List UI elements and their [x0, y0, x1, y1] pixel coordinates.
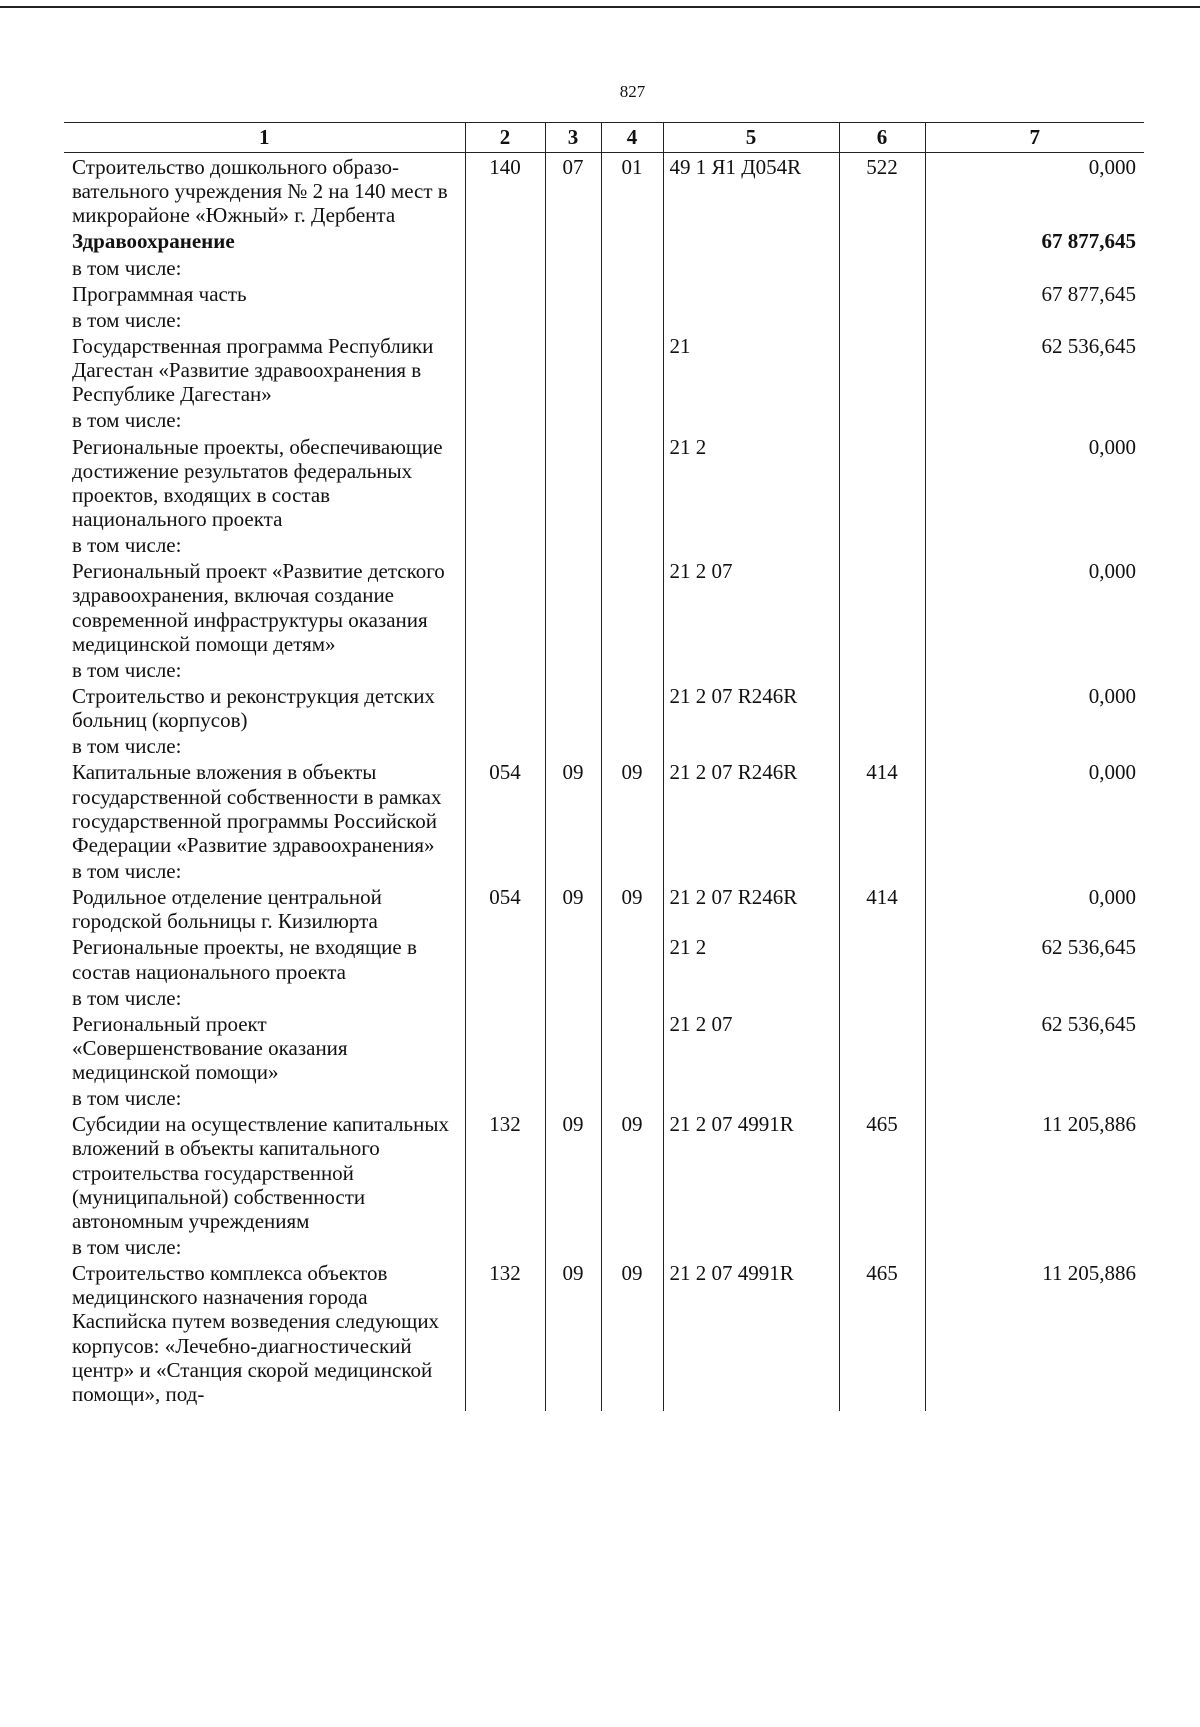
row-code-col2-cell — [465, 682, 545, 732]
table-row — [64, 656, 1144, 682]
row-code-col6-cell — [839, 933, 925, 983]
top-border-line — [0, 6, 1200, 8]
row-name-cell: Государственная программа Республики Дагестан «Развитие здравоохранения в Республике Дагестан» — [64, 332, 465, 406]
table-row — [64, 1110, 1144, 1233]
row-name-cell: Региональные проекты, не входящие в состав национального проекта — [64, 933, 465, 983]
row-code-col6-cell: 414 — [839, 883, 925, 933]
row-code-col5-cell: 21 2 — [663, 433, 839, 532]
table-row — [64, 883, 1144, 933]
row-code-col4-cell — [601, 332, 663, 406]
row-code-col4-cell — [601, 280, 663, 306]
table-row — [64, 332, 1144, 406]
row-code-col6-cell — [839, 984, 925, 1010]
row-code-col5-cell: 49 1 Я1 Д054R — [663, 153, 839, 228]
row-code-col6-cell — [839, 682, 925, 732]
row-amount-cell: 67 877,645 — [925, 227, 1144, 253]
table-row — [64, 1259, 1144, 1411]
row-code-col2-cell — [465, 433, 545, 532]
row-amount-cell — [925, 857, 1144, 883]
row-amount-cell: 67 877,645 — [925, 280, 1144, 306]
page-number: 827 — [619, 82, 646, 101]
table-row — [64, 531, 1144, 557]
row-code-col4-cell: 09 — [601, 883, 663, 933]
row-name-cell: в том числе: — [64, 1233, 465, 1259]
table-row — [64, 682, 1144, 732]
row-code-col6-cell: 465 — [839, 1259, 925, 1411]
row-code-col2-cell — [465, 732, 545, 758]
row-code-col5-cell: 21 2 07 R246R — [663, 758, 839, 857]
row-code-col6-cell — [839, 1084, 925, 1110]
row-code-col3-cell — [545, 682, 601, 732]
row-amount-cell: 0,000 — [925, 433, 1144, 532]
table-row — [64, 227, 1144, 253]
table-row — [64, 254, 1144, 280]
row-name-cell: Здравоохранение — [64, 227, 465, 253]
row-code-col3-cell — [545, 280, 601, 306]
row-code-col3-cell — [545, 933, 601, 983]
row-amount-cell: 62 536,645 — [925, 332, 1144, 406]
row-code-col3-cell — [545, 857, 601, 883]
row-amount-cell — [925, 406, 1144, 432]
row-name-cell: в том числе: — [64, 254, 465, 280]
row-code-col4-cell: 09 — [601, 758, 663, 857]
row-code-col5-cell: 21 — [663, 332, 839, 406]
row-code-col5-cell: 21 2 07 R246R — [663, 883, 839, 933]
row-code-col4-cell — [601, 656, 663, 682]
row-code-col5-cell — [663, 732, 839, 758]
row-amount-cell — [925, 1233, 1144, 1259]
row-code-col2-cell — [465, 254, 545, 280]
row-code-col2-cell — [465, 557, 545, 656]
row-code-col2-cell — [465, 531, 545, 557]
row-code-col6-cell — [839, 406, 925, 432]
row-code-col3-cell: 07 — [545, 153, 601, 228]
row-name-cell: Строительство и реконструкция детских больниц (корпусов) — [64, 682, 465, 732]
row-name-cell: Региональные проекты, обеспечивающие достижение результатов федеральных проектов, входящих в состав национального проекта — [64, 433, 465, 532]
row-code-col2-cell: 140 — [465, 153, 545, 228]
row-code-col2-cell — [465, 227, 545, 253]
row-code-col5-cell — [663, 1084, 839, 1110]
row-code-col4-cell: 09 — [601, 1259, 663, 1411]
row-code-col4-cell — [601, 433, 663, 532]
row-amount-cell: 0,000 — [925, 153, 1144, 228]
row-code-col6-cell — [839, 557, 925, 656]
table-row — [64, 1084, 1144, 1110]
row-code-col2-cell: 132 — [465, 1110, 545, 1233]
row-code-col6-cell — [839, 656, 925, 682]
row-code-col4-cell — [601, 306, 663, 332]
row-code-col4-cell — [601, 933, 663, 983]
row-code-col5-cell — [663, 227, 839, 253]
row-code-col2-cell — [465, 406, 545, 432]
row-code-col2-cell: 054 — [465, 883, 545, 933]
row-code-col6-cell — [839, 433, 925, 532]
row-amount-cell: 62 536,645 — [925, 1010, 1144, 1084]
row-code-col4-cell — [601, 227, 663, 253]
row-code-col5-cell: 21 2 — [663, 933, 839, 983]
row-code-col6-cell — [839, 857, 925, 883]
row-code-col3-cell — [545, 332, 601, 406]
row-code-col5-cell — [663, 1233, 839, 1259]
table-row — [64, 557, 1144, 656]
row-code-col5-cell — [663, 656, 839, 682]
column-header-7: 7 — [925, 123, 1144, 153]
row-code-col4-cell — [601, 732, 663, 758]
row-code-col3-cell — [545, 306, 601, 332]
row-name-cell: Родильное отделение центральной городской больницы г. Кизилюрта — [64, 883, 465, 933]
table-row — [64, 153, 1144, 228]
row-code-col6-cell — [839, 227, 925, 253]
row-code-col4-cell — [601, 1010, 663, 1084]
column-header-3: 3 — [545, 123, 601, 153]
column-header-5: 5 — [663, 123, 839, 153]
row-code-col3-cell — [545, 984, 601, 1010]
row-amount-cell — [925, 984, 1144, 1010]
row-code-col4-cell — [601, 254, 663, 280]
row-code-col6-cell — [839, 280, 925, 306]
table-row — [64, 1233, 1144, 1259]
row-amount-cell — [925, 254, 1144, 280]
row-code-col3-cell: 09 — [545, 1259, 601, 1411]
row-code-col6-cell: 465 — [839, 1110, 925, 1233]
row-name-cell: Субсидии на осуществление капитальных вложений в объекты капитального строительства государственной (муниципальной) собственности автономным учреждениям — [64, 1110, 465, 1233]
row-code-col5-cell — [663, 984, 839, 1010]
table-row — [64, 406, 1144, 432]
row-code-col6-cell — [839, 1010, 925, 1084]
row-code-col2-cell — [465, 656, 545, 682]
row-code-col6-cell — [839, 306, 925, 332]
row-code-col3-cell — [545, 557, 601, 656]
row-name-cell: в том числе: — [64, 306, 465, 332]
row-code-col2-cell — [465, 933, 545, 983]
row-code-col3-cell — [545, 531, 601, 557]
row-code-col5-cell: 21 2 07 4991R — [663, 1259, 839, 1411]
row-code-col2-cell — [465, 280, 545, 306]
row-code-col3-cell — [545, 433, 601, 532]
row-code-col5-cell — [663, 857, 839, 883]
row-amount-cell — [925, 1084, 1144, 1110]
row-code-col5-cell — [663, 254, 839, 280]
column-header-1: 1 — [64, 123, 465, 153]
row-name-cell: Программная часть — [64, 280, 465, 306]
row-code-col2-cell — [465, 1010, 545, 1084]
row-name-cell: Региональный проект «Совершенствование оказания медицинской помощи» — [64, 1010, 465, 1084]
row-code-col4-cell — [601, 406, 663, 432]
row-code-col3-cell — [545, 1233, 601, 1259]
table-row — [64, 280, 1144, 306]
table-row — [64, 433, 1144, 532]
row-code-col2-cell: 132 — [465, 1259, 545, 1411]
row-amount-cell — [925, 306, 1144, 332]
table-header-row — [64, 123, 1144, 153]
row-code-col3-cell: 09 — [545, 758, 601, 857]
row-code-col3-cell — [545, 406, 601, 432]
table-body — [64, 153, 1144, 1412]
row-name-cell: в том числе: — [64, 531, 465, 557]
row-code-col3-cell — [545, 1010, 601, 1084]
row-code-col5-cell — [663, 280, 839, 306]
row-amount-cell: 0,000 — [925, 883, 1144, 933]
row-code-col3-cell — [545, 656, 601, 682]
row-amount-cell: 62 536,645 — [925, 933, 1144, 983]
column-header-4: 4 — [601, 123, 663, 153]
row-code-col3-cell — [545, 1084, 601, 1110]
table-row — [64, 732, 1144, 758]
row-code-col4-cell — [601, 557, 663, 656]
row-amount-cell: 0,000 — [925, 758, 1144, 857]
row-amount-cell — [925, 531, 1144, 557]
table-row — [64, 984, 1144, 1010]
table-row — [64, 1010, 1144, 1084]
row-code-col6-cell — [839, 254, 925, 280]
row-code-col2-cell — [465, 1233, 545, 1259]
table-row — [64, 857, 1144, 883]
row-amount-cell: 0,000 — [925, 682, 1144, 732]
row-code-col2-cell — [465, 332, 545, 406]
row-code-col3-cell — [545, 227, 601, 253]
row-code-col3-cell: 09 — [545, 883, 601, 933]
row-code-col4-cell — [601, 531, 663, 557]
column-header-6: 6 — [839, 123, 925, 153]
row-code-col4-cell — [601, 1233, 663, 1259]
row-amount-cell: 11 205,886 — [925, 1110, 1144, 1233]
row-code-col6-cell — [839, 1233, 925, 1259]
table-row — [64, 758, 1144, 857]
column-header-2: 2 — [465, 123, 545, 153]
row-code-col6-cell — [839, 732, 925, 758]
row-code-col2-cell — [465, 984, 545, 1010]
budget-table — [64, 122, 1144, 1411]
row-code-col6-cell: 522 — [839, 153, 925, 228]
row-code-col4-cell — [601, 984, 663, 1010]
row-code-col5-cell — [663, 306, 839, 332]
row-code-col6-cell: 414 — [839, 758, 925, 857]
row-name-cell: Региональный проект «Развитие детского здравоохранения, включая создание современной инфраструктуры оказания медицинской помощи детям» — [64, 557, 465, 656]
row-code-col6-cell — [839, 531, 925, 557]
table-row — [64, 306, 1144, 332]
row-code-col5-cell — [663, 406, 839, 432]
row-code-col4-cell — [601, 857, 663, 883]
row-code-col5-cell — [663, 531, 839, 557]
row-code-col2-cell — [465, 1084, 545, 1110]
row-code-col6-cell — [839, 332, 925, 406]
row-code-col3-cell — [545, 732, 601, 758]
row-name-cell: Строительство дошкольного образо-вательного учреждения № 2 на 140 мест в микрорайоне «Южный» г. Дербента — [64, 153, 465, 228]
budget-table-container — [64, 122, 1144, 1622]
row-code-col5-cell: 21 2 07 R246R — [663, 682, 839, 732]
row-amount-cell: 0,000 — [925, 557, 1144, 656]
row-code-col5-cell: 21 2 07 — [663, 557, 839, 656]
row-name-cell: Строительство комплекса объектов медицинского назначения города Каспийска путем возведения следующих корпусов: «Лечебно-диагностический центр» и «Станция скорой медицинской помощи», под- — [64, 1259, 465, 1411]
row-code-col3-cell: 09 — [545, 1110, 601, 1233]
row-name-cell: в том числе: — [64, 857, 465, 883]
row-code-col4-cell: 09 — [601, 1110, 663, 1233]
row-amount-cell — [925, 732, 1144, 758]
row-code-col3-cell — [545, 254, 601, 280]
row-amount-cell: 11 205,886 — [925, 1259, 1144, 1411]
row-code-col4-cell — [601, 682, 663, 732]
row-name-cell: в том числе: — [64, 656, 465, 682]
row-name-cell: в том числе: — [64, 732, 465, 758]
row-code-col5-cell: 21 2 07 4991R — [663, 1110, 839, 1233]
row-code-col4-cell — [601, 1084, 663, 1110]
row-code-col2-cell: 054 — [465, 758, 545, 857]
row-code-col2-cell — [465, 857, 545, 883]
row-code-col4-cell: 01 — [601, 153, 663, 228]
row-name-cell: Капитальные вложения в объекты государственной собственности в рамках государственной программы Российской Федерации «Развитие здравоохранения» — [64, 758, 465, 857]
row-name-cell: в том числе: — [64, 1084, 465, 1110]
row-name-cell: в том числе: — [64, 406, 465, 432]
table-row — [64, 933, 1144, 983]
row-code-col5-cell: 21 2 07 — [663, 1010, 839, 1084]
row-amount-cell — [925, 656, 1144, 682]
row-code-col2-cell — [465, 306, 545, 332]
row-name-cell: в том числе: — [64, 984, 465, 1010]
